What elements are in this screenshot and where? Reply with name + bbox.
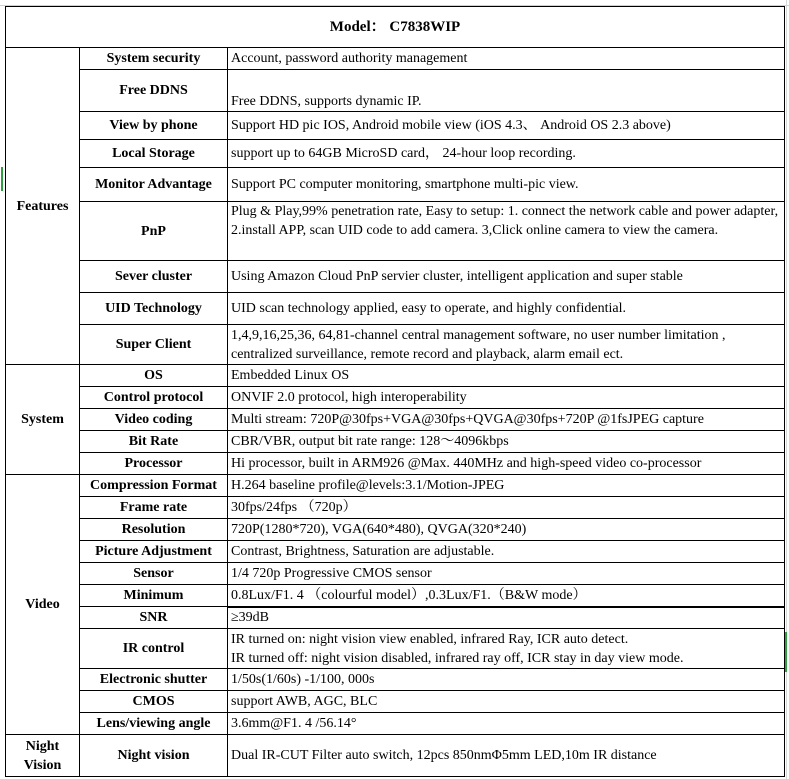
row-value: Hi processor, built in ARM926 @Max. 440MHz and high-speed video co-processor: [228, 453, 785, 475]
table-row: [6, 387, 785, 409]
table-row: [6, 48, 785, 70]
table-row: [6, 691, 785, 713]
row-label: View by phone: [80, 112, 228, 140]
row-value: 1,4,9,16,25,36, 64,81-channel central management software, no user number limitation , centralized surveillance, remote record and playback, alarm email ect.: [228, 325, 785, 365]
table-row: [6, 585, 785, 607]
row-label: Frame rate: [80, 497, 228, 519]
row-label: Picture Adjustment: [80, 541, 228, 563]
section-night-vision: Night Vision: [6, 735, 80, 777]
row-label: CMOS: [80, 691, 228, 713]
row-value: Account, password authority management: [228, 48, 785, 70]
row-label: Sever cluster: [80, 261, 228, 293]
row-value: support up to 64GB MicroSD card， 24-hour loop recording.: [228, 140, 785, 168]
row-value: 30fps/24fps （720p）: [228, 497, 785, 519]
row-label: Night vision: [80, 735, 228, 777]
row-label: Bit Rate: [80, 431, 228, 453]
row-value: Support PC computer monitoring, smartphone multi-pic view.: [228, 168, 785, 202]
row-label: Sensor: [80, 563, 228, 585]
row-label: UID Technology: [80, 293, 228, 325]
row-value: CBR/VBR, output bit rate range: 128～4096kbps: [228, 431, 785, 453]
table-row: [6, 563, 785, 585]
title-row: [6, 7, 785, 48]
table-row: [6, 202, 785, 261]
row-value-line: IR turned off: night vision disabled, infrared ray off, ICR stay in day view mode.: [231, 650, 684, 666]
row-label: Lens/viewing angle: [80, 713, 228, 735]
row-label: IR control: [80, 629, 228, 669]
row-label: System security: [80, 48, 228, 70]
row-value: 720P(1280*720), VGA(640*480), QVGA(320*240): [228, 519, 785, 541]
row-label: Local Storage: [80, 140, 228, 168]
table-row: [6, 453, 785, 475]
table-row: [6, 735, 785, 777]
spec-table: [5, 6, 785, 777]
table-row: [6, 519, 785, 541]
row-value: UID scan technology applied, easy to operate, and highly confidential.: [228, 293, 785, 325]
table-row: [6, 475, 785, 497]
section-features: Features: [6, 48, 80, 365]
row-value: 0.8Lux/F1. 4 （colourful model）,0.3Lux/F1.（B&W mode）: [228, 585, 785, 607]
cell-marker-right: [785, 632, 787, 672]
section-system: System: [6, 365, 80, 475]
row-label: Processor: [80, 453, 228, 475]
table-row: [6, 70, 785, 112]
row-value: 1/50s(1/60s) -1/100, 000s: [228, 669, 785, 691]
table-row: [6, 713, 785, 735]
table-row: [6, 607, 785, 629]
row-value: Embedded Linux OS: [228, 365, 785, 387]
row-value: 1/4 720p Progressive CMOS sensor: [228, 563, 785, 585]
row-value: H.264 baseline profile@levels:3.1/Motion-JPEG: [228, 475, 785, 497]
table-row: [6, 261, 785, 293]
table-row: [6, 325, 785, 365]
row-label: Free DDNS: [80, 70, 228, 112]
row-label: SNR: [80, 607, 228, 629]
cell-marker: [1, 167, 3, 191]
row-label: Video coding: [80, 409, 228, 431]
row-label: Control protocol: [80, 387, 228, 409]
table-row: [6, 409, 785, 431]
table-title: Model： C7838WIP: [6, 7, 785, 48]
table-row: [6, 293, 785, 325]
table-row: [6, 669, 785, 691]
table-row: [6, 431, 785, 453]
row-value: support AWB, AGC, BLC: [228, 691, 785, 713]
row-value: Contrast, Brightness, Saturation are adjustable.: [228, 541, 785, 563]
table-row: [6, 140, 785, 168]
row-value: [228, 629, 785, 669]
row-value: ≥39dB: [228, 607, 785, 629]
row-value: Dual IR-CUT Filter auto switch, 12pcs 850nmΦ5mm LED,10m IR distance: [228, 735, 785, 777]
row-value: Free DDNS, supports dynamic IP.: [228, 70, 785, 112]
row-label: Electronic shutter: [80, 669, 228, 691]
table-row: [6, 365, 785, 387]
row-value: Support HD pic IOS, Android mobile view (iOS 4.3、 Android OS 2.3 above): [228, 112, 785, 140]
row-label: Minimum: [80, 585, 228, 607]
table-row: [6, 112, 785, 140]
section-video: Video: [6, 475, 80, 735]
table-row: [6, 168, 785, 202]
row-label: Compression Format: [80, 475, 228, 497]
row-label: OS: [80, 365, 228, 387]
table-row: [6, 541, 785, 563]
row-value-line: IR turned on: night vision view enabled, infrared Ray, ICR auto detect.: [231, 631, 629, 647]
row-label: Resolution: [80, 519, 228, 541]
row-value: ONVIF 2.0 protocol, high interoperability: [228, 387, 785, 409]
row-value: Plug & Play,99% penetration rate, Easy to setup: 1. connect the network cable and power adapter, 2.install APP, scan UID code to add camera. 3,Click online camera to view the camera.: [228, 202, 785, 261]
row-label: Monitor Advantage: [80, 168, 228, 202]
row-label: PnP: [80, 202, 228, 261]
row-value: Using Amazon Cloud PnP servier cluster, intelligent application and super stable: [228, 261, 785, 293]
row-value: 3.6mm@F1. 4 /56.14°: [228, 713, 785, 735]
table-row: [6, 497, 785, 519]
row-value: Multi stream: 720P@30fps+VGA@30fps+QVGA@30fps+720P @1fsJPEG capture: [228, 409, 785, 431]
row-label: Super Client: [80, 325, 228, 365]
table-row: [6, 629, 785, 669]
